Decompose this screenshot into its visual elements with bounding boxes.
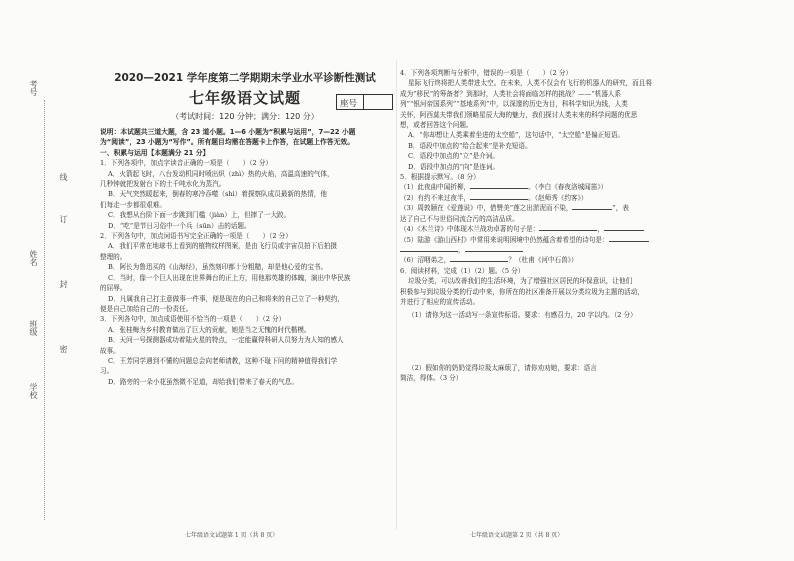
q1-option-d: D．“吃”是节日习俗中一个兵（sūn）击的话题。 <box>108 221 251 230</box>
xingming-label: 姓名 <box>29 250 38 266</box>
q1-option-a-cont: 几秒钟就把发射台下的土千吨水化为蒸汽。 <box>100 180 226 189</box>
answer-blank[interactable] <box>572 203 612 210</box>
binding-seal-char-feng: 封 <box>59 280 68 288</box>
page-fold-line <box>396 60 397 530</box>
answer-blank[interactable] <box>604 224 644 231</box>
q5-stem: 5．根据提示默写。（8 分） <box>400 173 480 182</box>
q3-option-c-cont: 习。 <box>100 367 114 376</box>
q6-material-2: 积极参与到垃圾分类的行动中来，你所在的社区准备开展以分类垃圾为主题的活动， <box>400 287 644 296</box>
dictation-3 <box>400 203 672 213</box>
dictation-6 <box>400 255 672 265</box>
instructions <box>100 127 390 158</box>
q2-option-a: A．我们平常在地球书上看到的植物纹样图案，是由飞行员或宇宙员拍下后拍摄 <box>108 242 337 251</box>
exam-subject: 七年级语文试题 <box>188 89 301 107</box>
q3-stem: 3．下列各句中，加点成语使用不恰当的一项是（ ）（2 分） <box>100 315 286 324</box>
xuexiao-label: 学校 <box>29 383 38 399</box>
page-2-footer: 七年级语文试题第 2 页（共 8 页） <box>470 532 564 539</box>
q3-option-a: A．张桂梅为乡村教育做出了巨大的贡献，她是当之无愧的时代楷模。 <box>108 325 311 334</box>
q6-sub-2: （2）假如你的奶奶觉得垃圾太麻烦了，请你劝劝她，要求：语言 <box>408 363 597 372</box>
dictation-1-prompt: （1）此夜曲中闻折柳， <box>400 183 471 192</box>
page-2 <box>400 68 672 384</box>
q4-option-c: C．语段中加点的“立”是介词。 <box>408 152 499 161</box>
dictation-1 <box>400 182 672 192</box>
dictation-4-prompt: （4）《木兰诗》中体现木兰战功卓著的句子是： <box>400 225 540 234</box>
q4-stem: 4．下列各项判断与分析中，错误的一项是（ ）（2 分） <box>400 69 573 77</box>
instruction-line-1: 说明：本试题共三道大题，含 23 道小题。1—6 小题为“积累与运用”，7—22 小题 <box>100 128 356 136</box>
kaohao-label: 考号 <box>29 80 38 96</box>
dictation-3-prompt: （3）周敦颐在《爱莲说》中，借赞美“莲之出淤泥而不染， <box>400 204 573 213</box>
dictation-4: （4）《木兰诗》中体现木兰战功卓著的句子是： ， <box>400 224 672 234</box>
exam-time: （考试时间：120 分钟；满分：120 分） <box>171 112 319 121</box>
answer-blank[interactable] <box>450 255 508 262</box>
dictation-2-source: 。（赵师秀《约客》） <box>528 193 588 202</box>
q1-option-b: B．天气突然暖起来，倒春的寒冷吞噬（shì）着探察队成员最新的热情，他 <box>108 190 327 199</box>
q2-option-c-cont: 的屈辱。 <box>100 284 127 293</box>
q2-option-c: C．当时，像一个巨人出现在世界舞台的正上方，用他那英雄的体魄，演出中华民族 <box>108 273 351 282</box>
dictation-1-source: 。（李白《春夜洛城闻笛》） <box>528 183 608 192</box>
exam-title: 2020—2021 学年度第二学期期末学业水平诊断性测试 <box>114 72 376 84</box>
dictation-5 <box>400 235 672 245</box>
q6-stem: 6．阅读材料，完成（1）（2）题。（5 分） <box>400 266 525 275</box>
answer-blank[interactable] <box>470 193 528 200</box>
q1-stem: 1．下列各项中，加点字读音正确的一项是（ ）（2 分） <box>100 159 273 168</box>
dictation-6-source: ？（杜甫《河中石兽》） <box>508 256 578 265</box>
q4-option-b: B．语段中加点的“给合起来”是补充短语。 <box>408 141 532 150</box>
banji-label: 班级 <box>29 320 38 336</box>
q1-option-c: C．我想从台阶下面一步跳到门槛（jiàn）上，但摔了一大跤。 <box>108 211 291 220</box>
dictation-2 <box>400 193 672 203</box>
answer-blank[interactable] <box>609 235 649 242</box>
q6-material-1: 垃圾分类，可以改善我们的生活环境，为了增强社区居民的环保意识，让他们 <box>408 277 633 286</box>
section-heading: 一、积累与运用【本题满分 21 分】 <box>100 148 210 157</box>
binding-seal-char-ding: 订 <box>59 215 68 223</box>
q2-option-d-cont: 便是自己加给自己的一份责任。 <box>100 304 193 313</box>
instruction-line-2: 为“阅读”，23 小题为“写作”。所有题目均需在答题卡上作答，在试题上作答无效。 <box>100 138 354 147</box>
q3-option-d: D．路旁的一朵小花虽然微不足道，却给我们带来了春天的气息。 <box>108 377 298 386</box>
dictation-3-tail: ”，表 <box>612 204 629 213</box>
q2-option-d: D．凡属我自己打主意做事一件事，便是现在的自己和将来的自己立了一种契约， <box>108 294 345 303</box>
q3-option-b: B．天问一号探测器成功着陆火星的特点，一定能赢得科研人员努力为人知的感人 <box>108 336 344 345</box>
q4-passage-2: 成为“移民”的筹备者？到那时，人类社会将面临怎样的挑战？——“机器人系 <box>400 89 622 98</box>
answer-blank[interactable] <box>470 182 528 189</box>
binding-dotted-line <box>44 100 45 520</box>
q4-option-d: D．语段中加点的“向”是连词。 <box>408 162 500 171</box>
q2-option-b: B．阿长为鲁迅买的《山海经》，虽然刻印都十分粗糙，却是他心爱的宝书。 <box>108 263 328 272</box>
page-1 <box>100 70 390 387</box>
q3-option-b-cont: 故事。 <box>100 346 120 355</box>
q4-passage-5: 想，或者回答这个问题。 <box>400 121 473 130</box>
binding-seal-char-mi: 密 <box>59 345 68 353</box>
seat-number-field <box>363 95 393 109</box>
q6-material-3: 并进行了相应的宣传活动。 <box>400 297 480 306</box>
dictation-2-prompt: （2）有约不来过夜半， <box>400 193 471 202</box>
q1-option-a: A．火箭起飞时，八台发动机同时喷出炽（zhì）热的火焰，高温高速的气体， <box>108 169 334 178</box>
seat-label: 座号 <box>340 99 358 109</box>
dictation-6-prompt: （6）沼咽弟之， <box>400 256 451 265</box>
q1-option-b-cont: 们每走一步都很艰难。 <box>100 200 166 209</box>
answer-blank[interactable] <box>400 245 458 252</box>
dictation-5-cont: ， <box>400 245 672 255</box>
q4-passage-3: 列”“银河帝国系列”“基地系列”中，以深邃的历史为目，科科学知识为线，人类 <box>400 100 628 109</box>
seat-number-box <box>336 94 393 110</box>
page-1-footer: 七年级语文试题第 1 页（共 8 页） <box>185 532 279 539</box>
q3-option-c: C．王芳同学遇到不懂的问题总会向老师请教，这种不耻下问的精神值得我们学 <box>108 356 338 365</box>
answer-blank[interactable] <box>465 245 523 252</box>
q4-option-a: A．“你却想让人类乘着坐进的太空船”，这句话中，“太空船”是偏正短语。 <box>408 131 625 140</box>
binding-seal-char-xian: 线 <box>59 173 68 181</box>
answer-blank[interactable] <box>539 224 597 231</box>
q6-sub-1: （1）请你为这一活动写一条宣传标语。要求：有感召力，20 字以内。（2 分） <box>408 311 637 320</box>
q6-sub-1-answer-area[interactable] <box>400 321 672 363</box>
q4-passage-4: 关怀，阿西莫夫带我们领略星辰大海的魅力，我们探讨人类未来的科学问题的优思 <box>400 110 638 119</box>
dictation-5-prompt: （5）陆游《游山西村》中常用来说明困境中仍然蕴含着希望的诗句是： <box>400 235 609 244</box>
q6-sub-2-cont: 简洁，得体。（3 分） <box>400 374 463 383</box>
q4-passage-1: 星际飞行终将把人类带进太空。在未来，人类不仅会有飞行的机器人的研究，而且将 <box>408 79 652 88</box>
binding-margin <box>20 80 80 525</box>
dictation-3-cont: 达了自己不与世俗同流合污的高洁品质。 <box>400 214 519 223</box>
q2-option-a-cont: 整理的。 <box>100 252 127 261</box>
q2-stem: 2．下列各句中，加点词语书写完全正确的一项是（ ）（2 分） <box>100 232 292 241</box>
